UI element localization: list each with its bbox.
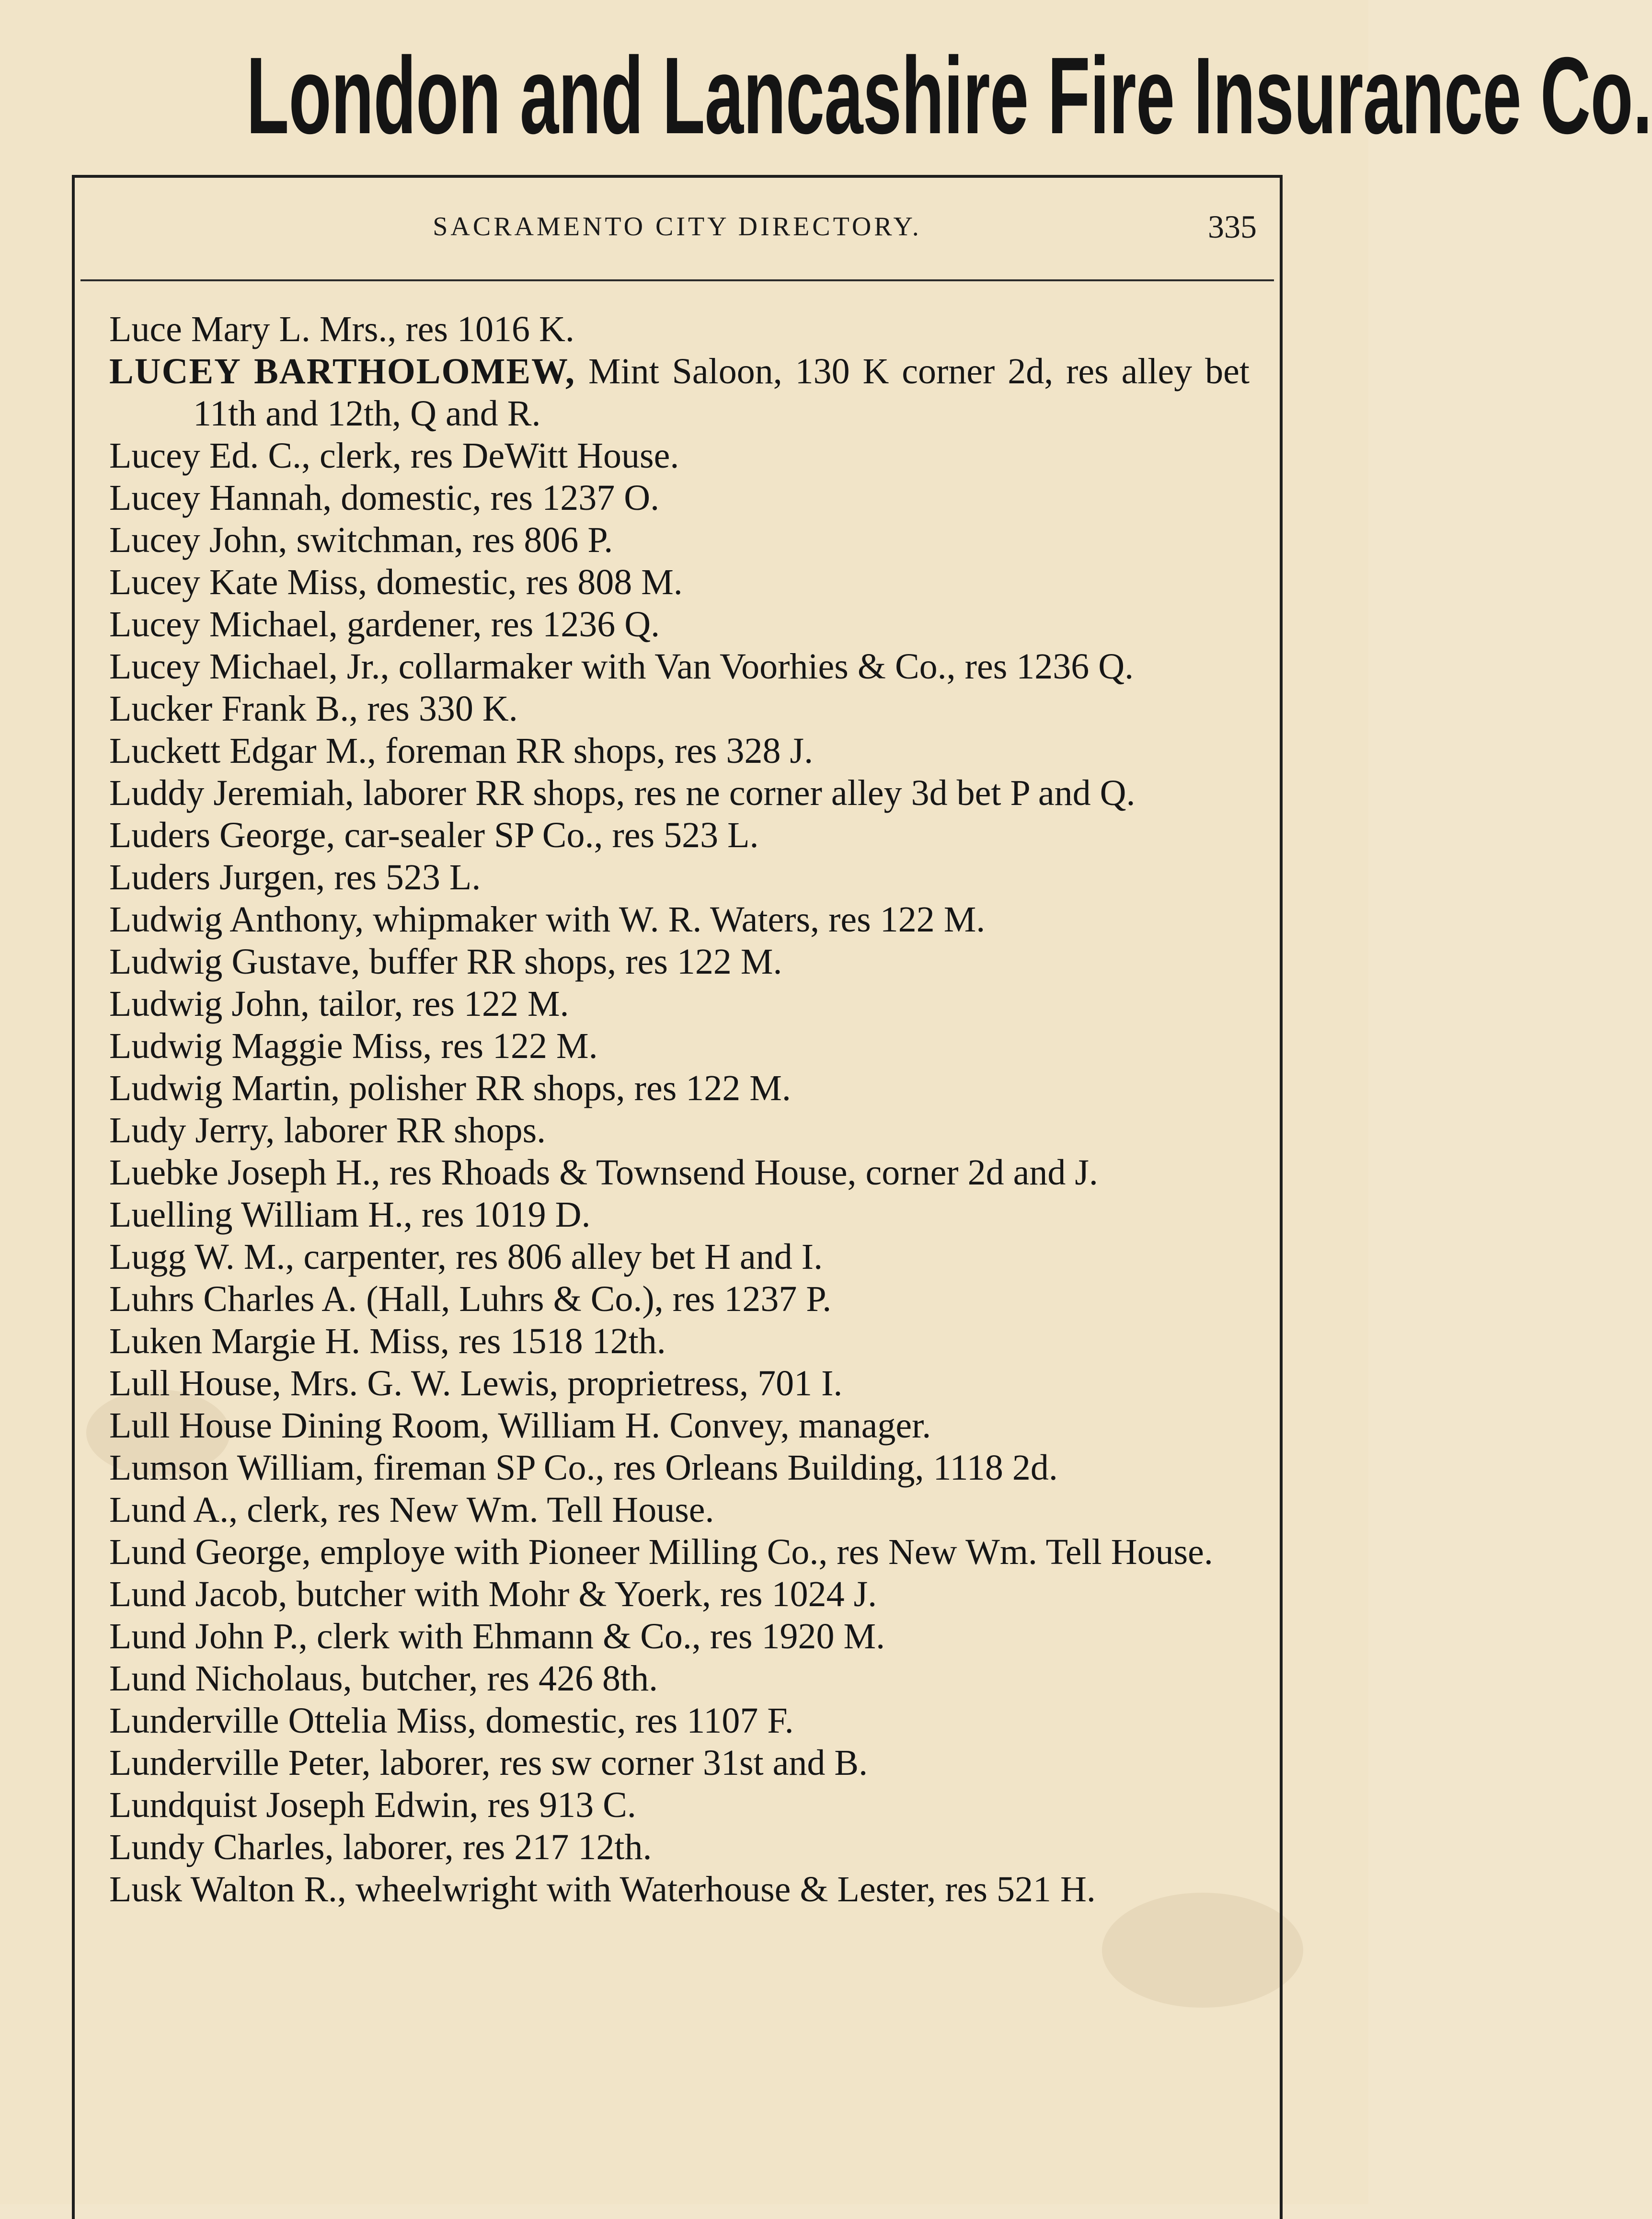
directory-entry — [109, 519, 1250, 561]
entry-text: Lucey John, switchman, res 806 P. — [109, 520, 613, 560]
entry-text: Luce Mary L. Mrs., res 1016 K. — [109, 309, 574, 349]
directory-entry — [109, 435, 1250, 477]
entry-text: Ludwig Martin, polisher RR shops, res 122 M. — [109, 1068, 791, 1108]
entry-text: Luders Jurgen, res 523 L. — [109, 857, 481, 897]
entry-text: Lund John P., clerk with Ehmann & Co., res 1920 M. — [109, 1616, 885, 1656]
entry-text: Lull House Dining Room, William H. Convey, manager. — [109, 1405, 931, 1446]
entry-text: Lucey Michael, gardener, res 1236 Q. — [109, 604, 660, 644]
directory-entry — [109, 1531, 1250, 1573]
directory-entry — [109, 1784, 1250, 1826]
directory-entry — [109, 1025, 1250, 1067]
directory-entry — [109, 898, 1250, 941]
entry-text: Lund George, employe with Pioneer Milling Co., res New Wm. Tell House. — [109, 1532, 1213, 1572]
header-rule — [80, 279, 1274, 281]
entry-name-bold: LUCEY BARTHOLOMEW, — [109, 351, 576, 391]
directory-entry — [109, 1657, 1250, 1700]
entry-text: Lund Jacob, butcher with Mohr & Yoerk, res 1024 J. — [109, 1574, 877, 1614]
entry-text: Lundy Charles, laborer, res 217 12th. — [109, 1827, 652, 1867]
entry-text: Mint Saloon, 130 K corner 2d, res alley bet 11th and 12th, Q and R. — [193, 351, 1250, 434]
directory-entry — [109, 1868, 1250, 1910]
directory-entry — [109, 350, 1250, 435]
entry-text: Lundquist Joseph Edwin, res 913 C. — [109, 1785, 636, 1825]
page-number: 335 — [1208, 208, 1257, 245]
entry-text: Ludwig Maggie Miss, res 122 M. — [109, 1026, 598, 1066]
entry-text: Lund Nicholaus, butcher, res 426 8th. — [109, 1658, 658, 1699]
directory-entries — [109, 308, 1250, 1910]
entry-text: Ludwig John, tailor, res 122 M. — [109, 984, 569, 1024]
directory-entry — [109, 1404, 1250, 1447]
directory-entry — [109, 1742, 1250, 1784]
entry-text: Ludwig Anthony, whipmaker with W. R. Waters, res 122 M. — [109, 899, 986, 940]
entry-text: Luders George, car-sealer SP Co., res 523 L. — [109, 815, 759, 855]
directory-entry — [109, 983, 1250, 1025]
directory-entry — [109, 772, 1250, 814]
advertising-banner: London and Lancashire Fire Insurance Co. — [246, 35, 1652, 157]
directory-entry — [109, 1151, 1250, 1194]
directory-entry — [109, 856, 1250, 898]
entry-text: Lusk Walton R., wheelwright with Waterhouse & Lester, res 521 H. — [109, 1869, 1096, 1909]
entry-text: Luken Margie H. Miss, res 1518 12th. — [109, 1321, 666, 1361]
directory-entry — [109, 814, 1250, 856]
directory-entry — [109, 730, 1250, 772]
directory-entry — [109, 1489, 1250, 1531]
entry-text: Lunderville Ottelia Miss, domestic, res 1107 F. — [109, 1701, 794, 1741]
directory-entry — [109, 1362, 1250, 1404]
directory-entry — [109, 1109, 1250, 1151]
entry-text: Lucey Michael, Jr., collarmaker with Van Voorhies & Co., res 1236 Q. — [109, 646, 1134, 687]
entry-text: Luhrs Charles A. (Hall, Luhrs & Co.), res 1237 P. — [109, 1279, 832, 1319]
entry-text: Lumson William, fireman SP Co., res Orleans Building, 1118 2d. — [109, 1448, 1058, 1488]
directory-entry — [109, 1447, 1250, 1489]
directory-entry — [109, 477, 1250, 519]
entry-text: Lugg W. M., carpenter, res 806 alley bet H and I. — [109, 1237, 823, 1277]
entry-text: Lunderville Peter, laborer, res sw corner 31st and B. — [109, 1743, 868, 1783]
directory-entry — [109, 688, 1250, 730]
directory-entry — [109, 1067, 1250, 1109]
entry-text: Lucker Frank B., res 330 K. — [109, 689, 518, 729]
entry-text: Lucey Ed. C., clerk, res DeWitt House. — [109, 436, 679, 476]
directory-entry — [109, 1236, 1250, 1278]
entry-text: Luebke Joseph H., res Rhoads & Townsend House, corner 2d and J. — [109, 1152, 1098, 1193]
directory-title: SACRAMENTO CITY DIRECTORY. — [433, 212, 922, 241]
directory-entry — [109, 308, 1250, 350]
directory-entry — [109, 941, 1250, 983]
entry-text: Luddy Jeremiah, laborer RR shops, res ne corner alley 3d bet P and Q. — [109, 773, 1136, 813]
entry-text: Luelling William H., res 1019 D. — [109, 1195, 591, 1235]
directory-entry — [109, 1194, 1250, 1236]
entry-text: Luckett Edgar M., foreman RR shops, res 328 J. — [109, 731, 814, 771]
entry-text: Lucey Kate Miss, domestic, res 808 M. — [109, 562, 683, 602]
directory-entry — [109, 561, 1250, 603]
directory-entry — [109, 1320, 1250, 1362]
entry-text: Lucey Hannah, domestic, res 1237 O. — [109, 478, 660, 518]
entry-text: Lull House, Mrs. G. W. Lewis, proprietress, 701 I. — [109, 1363, 843, 1403]
entry-text: Ludwig Gustave, buffer RR shops, res 122 M. — [109, 942, 782, 982]
entry-text: Lund A., clerk, res New Wm. Tell House. — [109, 1490, 714, 1530]
directory-entry — [109, 645, 1250, 688]
directory-entry — [109, 1700, 1250, 1742]
directory-entry — [109, 603, 1250, 645]
directory-entry — [109, 1615, 1250, 1657]
entry-text: Ludy Jerry, laborer RR shops. — [109, 1110, 546, 1150]
directory-entry — [109, 1278, 1250, 1320]
directory-entry — [109, 1573, 1250, 1615]
page-frame — [72, 175, 1283, 2219]
directory-entry — [109, 1826, 1250, 1868]
